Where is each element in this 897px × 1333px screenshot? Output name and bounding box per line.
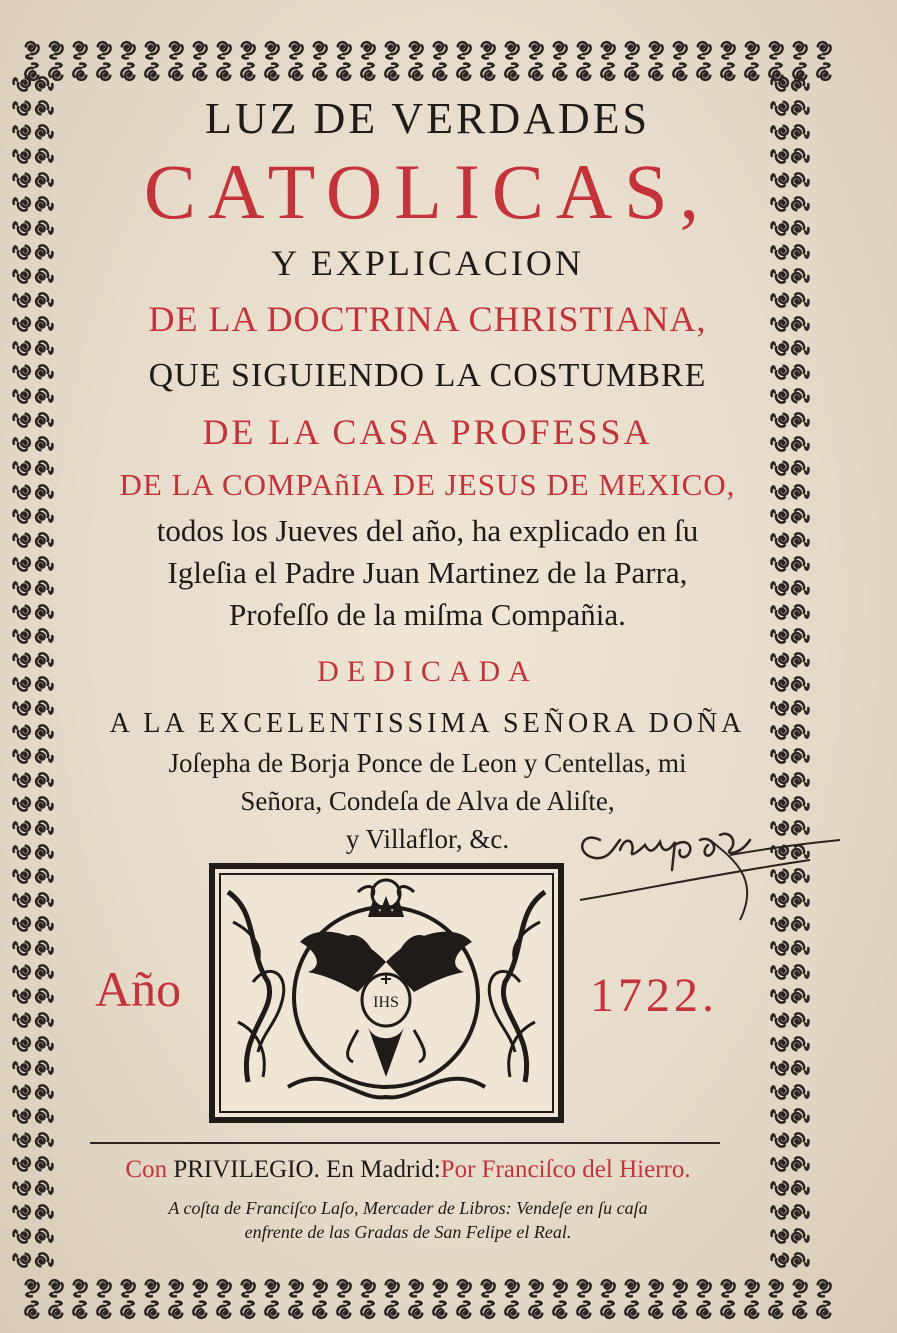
title-line-2: CATOLICAS, (143, 148, 712, 235)
dedication-line-2: Joſepha de Borja Ponce de Leon y Centellas, mi (168, 748, 687, 778)
handwritten-signature (560, 800, 850, 940)
imprint-seller-line: A coſta de Franciſco Laſo, Mercader de Libros: Vendeſe en ſu caſa (168, 1198, 648, 1218)
imprint-line (78, 1152, 738, 1188)
dedication-line-1: A LA EXCELENTISSIMA SEÑORA DOÑA (109, 708, 746, 739)
title-line-6: DE LA CASA PROFESSA (202, 412, 653, 452)
title-line-9: Igleſia el Padre Juan Martinez de la Parra, (167, 555, 688, 590)
imprint-printer: Por Franciſco del Hierro. (440, 1156, 691, 1183)
imprint-place: En Madrid: (326, 1156, 441, 1183)
title-line-4: DE LA DOCTRINA CHRISTIANA, (148, 299, 707, 339)
dedication-line-3: Señora, Condeſa de Alva de Aliſte, (240, 786, 615, 816)
year-number: 1722. (590, 969, 718, 1022)
title-line-1: LUZ DE VERDADES (204, 94, 651, 143)
title-line-10: Profeſſo de la miſma Compañia. (229, 597, 626, 632)
dedication-heading: DEDICADA (317, 655, 538, 688)
title-line-8: todos los Jueves del año, ha explicado en ſu (156, 513, 699, 548)
double-headed-eagle-woodcut-icon (208, 862, 565, 1124)
privilege-prefix: Con (125, 1156, 168, 1183)
imprint-address-line: enfrente de las Gradas de San Felipe el Real. (244, 1222, 572, 1242)
title-line-3: Y EXPLICACION (271, 243, 584, 283)
year-word: Año (95, 961, 182, 1017)
title-line-5: QUE SIGUIENDO LA COSTUMBRE (148, 357, 707, 394)
title-block (60, 90, 795, 858)
ihs-monogram: IHS (373, 994, 399, 1011)
title-line-7: DE LA COMPAñIA DE JESUS DE MEXICO, (119, 467, 736, 502)
horizontal-rule (90, 1142, 720, 1144)
privilege-text: PRIVILEGIO. (173, 1156, 320, 1183)
dedication-line-4: y Villaflor, &c. (345, 824, 510, 854)
